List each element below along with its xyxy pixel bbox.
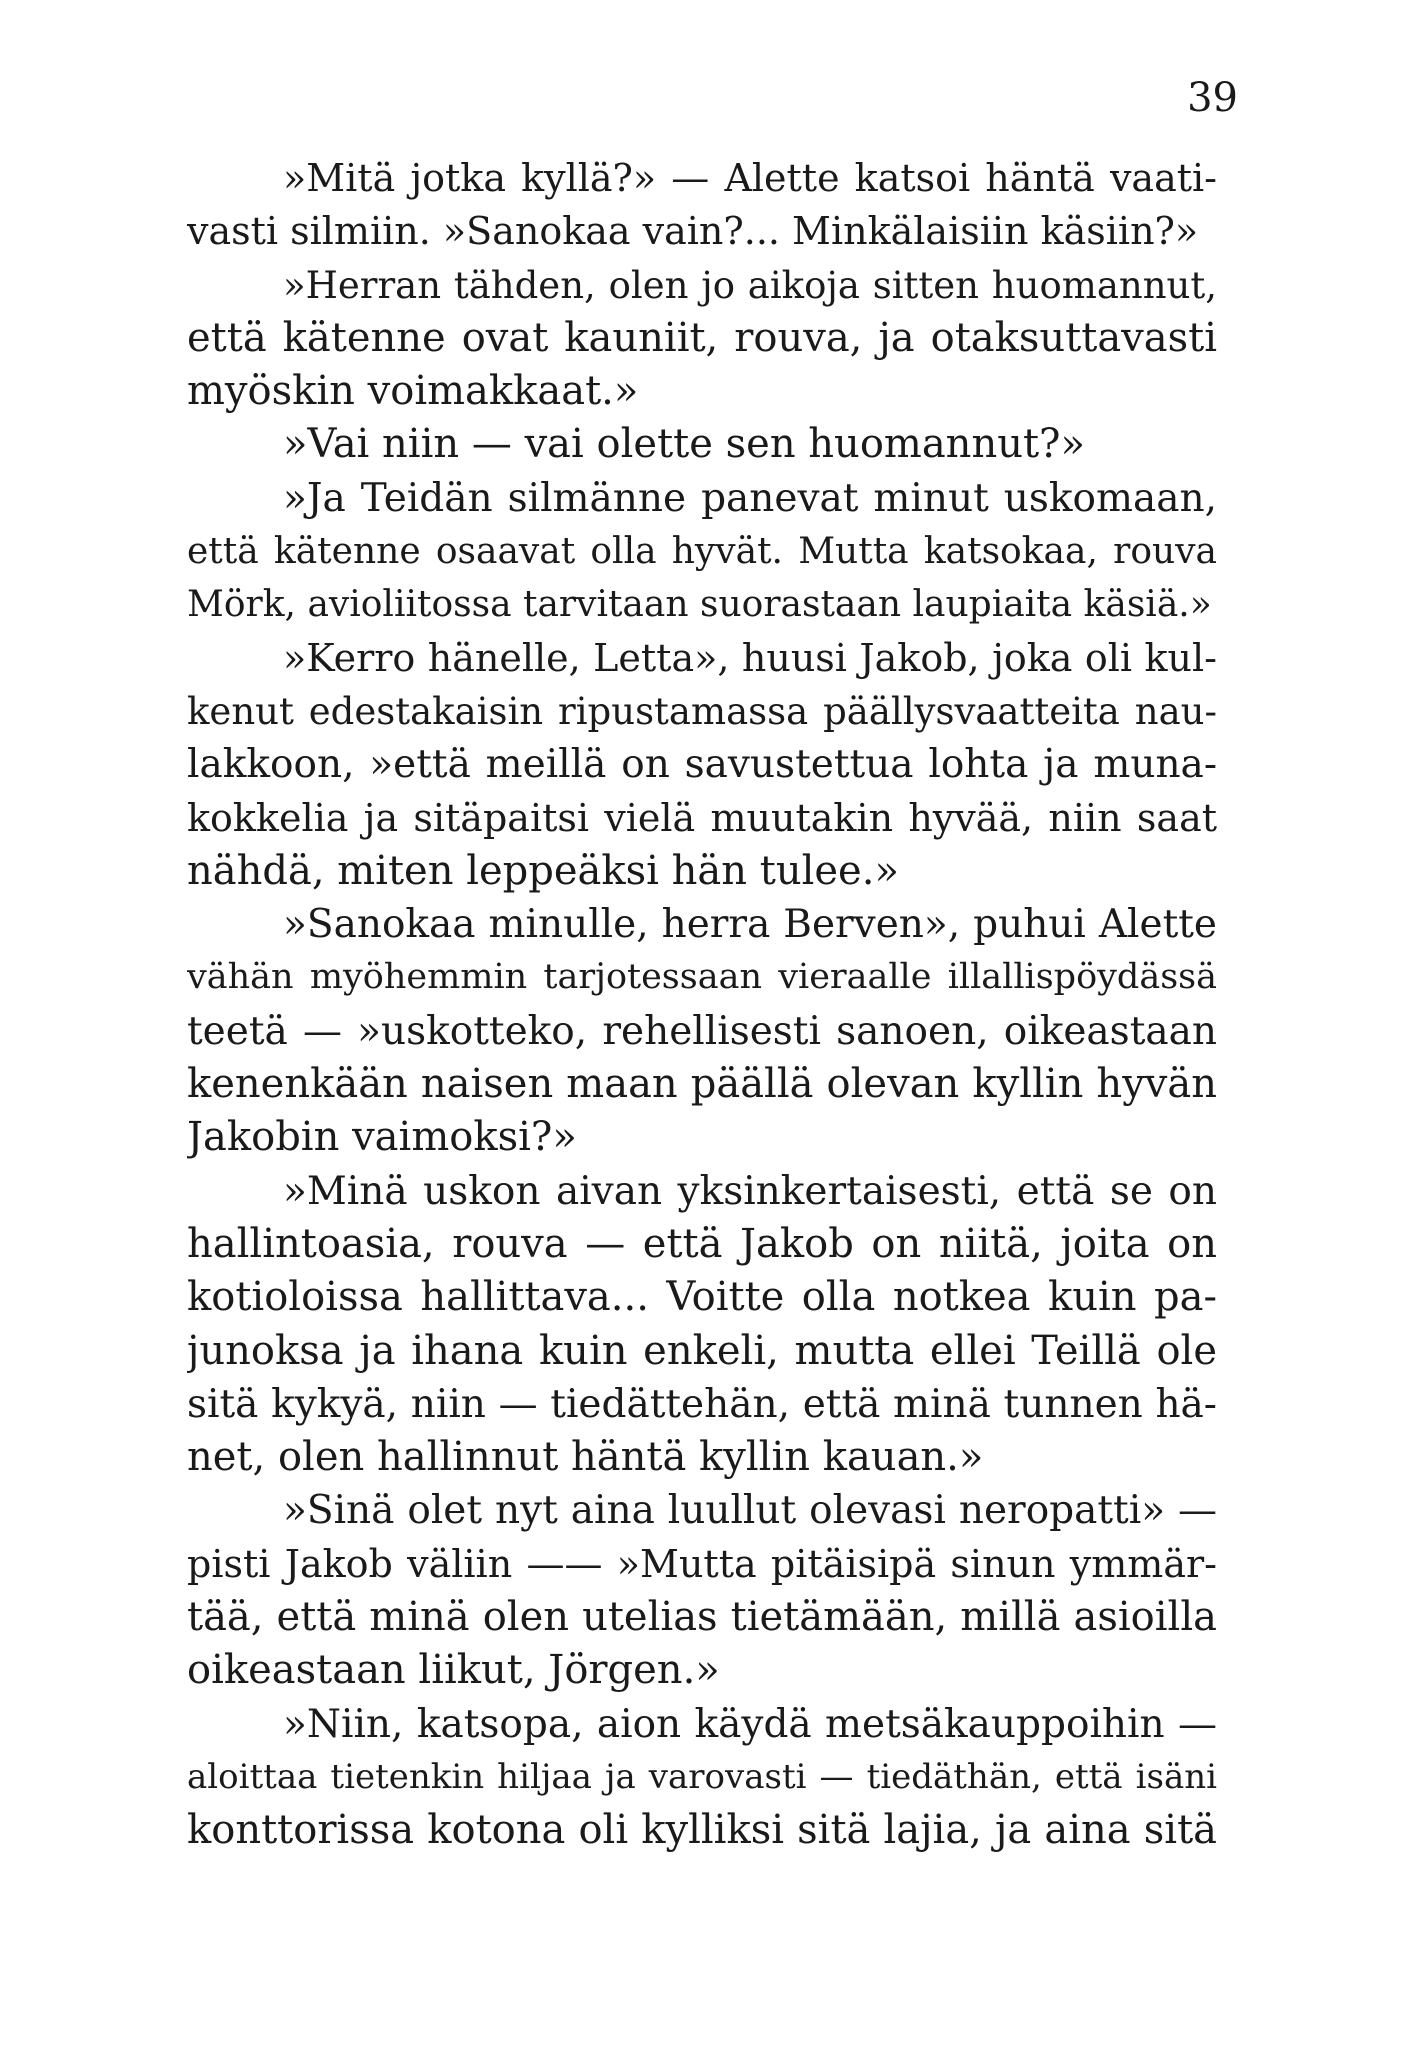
text-line: »Vai niin — vai olette sen huomannut?» [283,421,1085,468]
page-number: 39 [1187,75,1238,121]
text-line: kenenkään naisen maan päällä olevan kyllin hyvän [187,1061,1217,1108]
text-line: teetä — »uskotteko, rehellisesti sanoen, oikeastaan [187,1008,1217,1054]
text-line: että kätenne osaavat olla hyvät. Mutta katsokaa, rouva [187,531,1217,573]
text-line: »Sanokaa minulle, herra Berven», puhui Alette [283,902,1217,948]
text-line: junoksa ja ihana kuin enkeli, mutta ellei Teillä ole [187,1327,1217,1374]
text-line: lakkoon, »että meillä on savustettua lohta ja muna- [187,742,1217,788]
text-line: hallintoasia, rouva — että Jakob on niitä, joita on [187,1220,1217,1267]
text-line: »Minä uskon aivan yksinkertaisesti, että se on [283,1168,1217,1214]
body-text [187,152,1217,1858]
text-line: aloittaa tietenkin hiljaa ja varovasti — tiedäthän, että isäni [187,1756,1217,1797]
text-line: konttorissa kotona oli kylliksi sitä lajia, ja aina sitä [187,1807,1217,1854]
text-line: Mörk, avioliitossa tarvitaan suorastaan laupiaita käsiä.» [187,584,1212,626]
text-line: tää, että minä olen utelias tietämään, millä asioilla [187,1594,1217,1641]
text-line: että kätenne ovat kauniit, rouva, ja otaksuttavasti [187,314,1217,361]
text-line: myöskin voimakkaat.» [187,368,639,415]
text-line: kotioloissa hallittava... Voitte olla notkea kuin pa- [187,1274,1217,1321]
text-line: »Kerro hänelle, Letta», huusi Jakob, joka oli kul- [283,635,1217,680]
text-line: oikeastaan liikut, Jörgen.» [187,1647,720,1694]
text-line: »Niin, katsopa, aion käydä metsäkauppoihin — [283,1701,1217,1747]
text-line: »Herran tähden, olen jo aikoja sitten huomannut, [283,263,1217,307]
text-line: »Mitä jotka kyllä?» — Alette katsoi häntä vaati- [283,156,1217,200]
text-line: pisti Jakob väliin —— »Mutta pitäisipä sinun ymmär- [187,1541,1217,1586]
text-line: kenut edestakaisin ripustamassa päällysvaatteita nau- [187,689,1217,733]
text-line: vasti silmiin. »Sanokaa vain?... Minkälaisiin käsiin?» [187,209,1199,254]
text-line: kokkelia ja sitäpaitsi vielä muutakin hyvää, niin saat [187,795,1217,840]
text-line: net, olen hallinnut häntä kyllin kauan.» [187,1434,984,1481]
text-line: vähän myöhemmin tarjotessaan vieraalle illallispöydässä [187,957,1217,998]
text-line: nähdä, miten leppeäksi hän tulee.» [187,847,899,894]
text-line: »Sinä olet nyt aina luullut olevasi neropatti» — [283,1488,1217,1534]
text-line: Jakobin vaimoksi?» [187,1114,577,1161]
text-line: sitä kykyä, niin — tiedättehän, että minä tunnen hä- [187,1381,1217,1427]
text-line: »Ja Teidän silmänne panevat minut uskomaan, [283,475,1217,521]
